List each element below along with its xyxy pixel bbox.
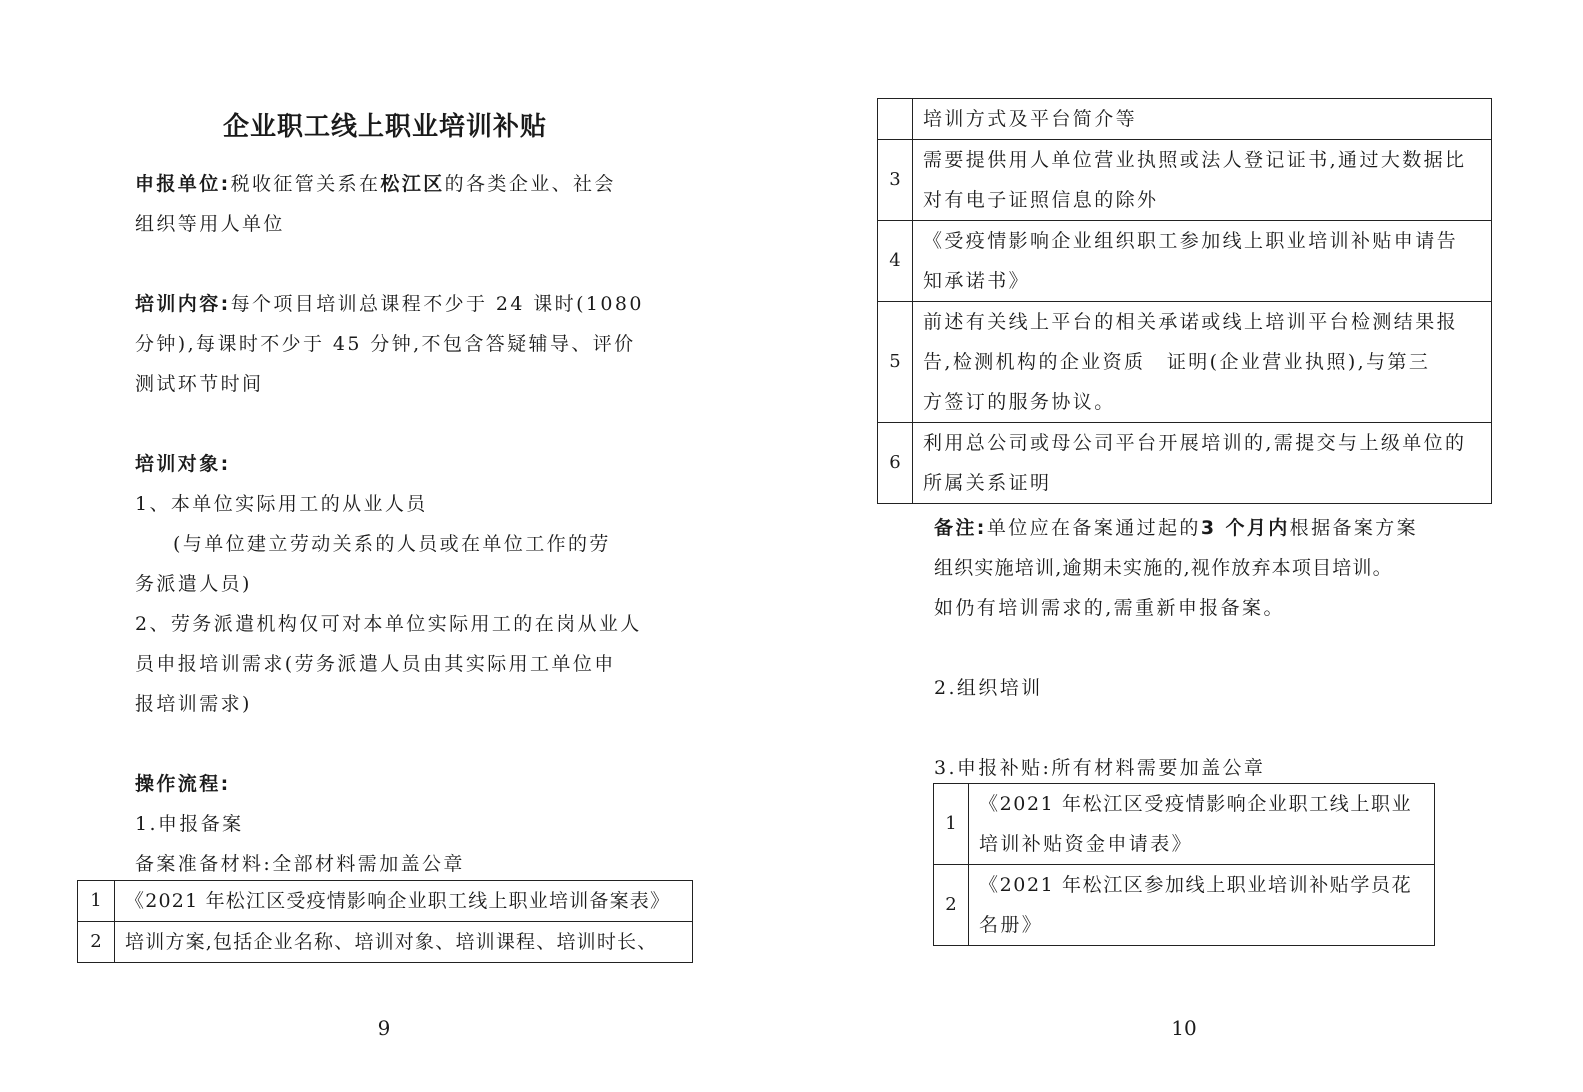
district-name: 松江区: [380, 173, 445, 195]
subsidy-materials-table: [933, 783, 1435, 946]
deadline-highlight: 3 个月内: [1200, 517, 1290, 539]
table-row: 5 前述有关线上平台的相关承诺或线上培训平台检测结果报 告,检测机构的企业资质 证明(企业营业执照),与第三 方签订的服务协议。: [878, 302, 1492, 423]
page-number-right: 10: [1171, 1016, 1197, 1040]
page-number-left: 9: [377, 1016, 391, 1040]
target-section: 培训对象: 1、本单位实际用工的从业人员 (与单位建立劳动关系的人员或在单位工作的劳 务派遣人员) 2、劳务派遣机构仅可对本单位实际用工的在岗从业人 员申报培训需求(劳务派遣人员由其实际用工单位申 报培训需求): [135, 444, 655, 724]
table-row: 2 培训方案,包括企业名称、培训对象、培训课程、培训时长、: [78, 922, 693, 963]
process-label: 操作流程:: [135, 773, 231, 795]
process-section: 操作流程: 1.申报备案 备案准备材料:全部材料需加盖公章: [135, 764, 655, 884]
table-row: 6 利用总公司或母公司平台开展培训的,需提交与上级单位的 所属关系证明: [878, 423, 1492, 504]
table-row: 1 《2021 年松江区受疫情影响企业职工线上职业 培训补贴资金申请表》: [934, 784, 1435, 865]
content-section: 培训内容:每个项目培训总课程不少于 24 课时(1080 分钟),每课时不少于 45 分钟,不包含答疑辅导、评价 测试环节时间: [135, 293, 644, 395]
applicant-label: 申报单位:: [135, 173, 231, 195]
table-row: 4 《受疫情影响企业组织职工参加线上职业培训补贴申请告 知承诺书》: [878, 221, 1492, 302]
filing-materials-table-continued: [877, 98, 1492, 504]
filing-materials-table: [77, 880, 693, 963]
content-label: 培训内容:: [135, 293, 231, 315]
target-label: 培训对象:: [135, 453, 231, 475]
note-label: 备注:: [934, 517, 987, 539]
table-row: 3 需要提供用人单位营业执照或法人登记证书,通过大数据比 对有电子证照信息的除外: [878, 140, 1492, 221]
table-row: 培训方式及平台简介等: [878, 99, 1492, 140]
page-title: 企业职工线上职业培训补贴: [222, 112, 547, 142]
table-row: 1 《2021 年松江区受疫情影响企业职工线上职业培训备案表》: [78, 881, 693, 922]
note-section: 备注:单位应在备案通过起的3 个月内根据备案方案 组织实施培训,逾期未实施的,视作放弃本项目培训。 如仍有培训需求的,需重新申报备案。: [934, 517, 1419, 619]
step-organize-training: 2.组织培训: [934, 677, 1043, 699]
applicant-section: 申报单位:税收征管关系在松江区的各类企业、社会 组织等用人单位: [135, 173, 616, 235]
table-row: 2 《2021 年松江区参加线上职业培训补贴学员花 名册》: [934, 865, 1435, 946]
step-apply-subsidy: 3.申报补贴:所有材料需要加盖公章: [934, 757, 1266, 779]
